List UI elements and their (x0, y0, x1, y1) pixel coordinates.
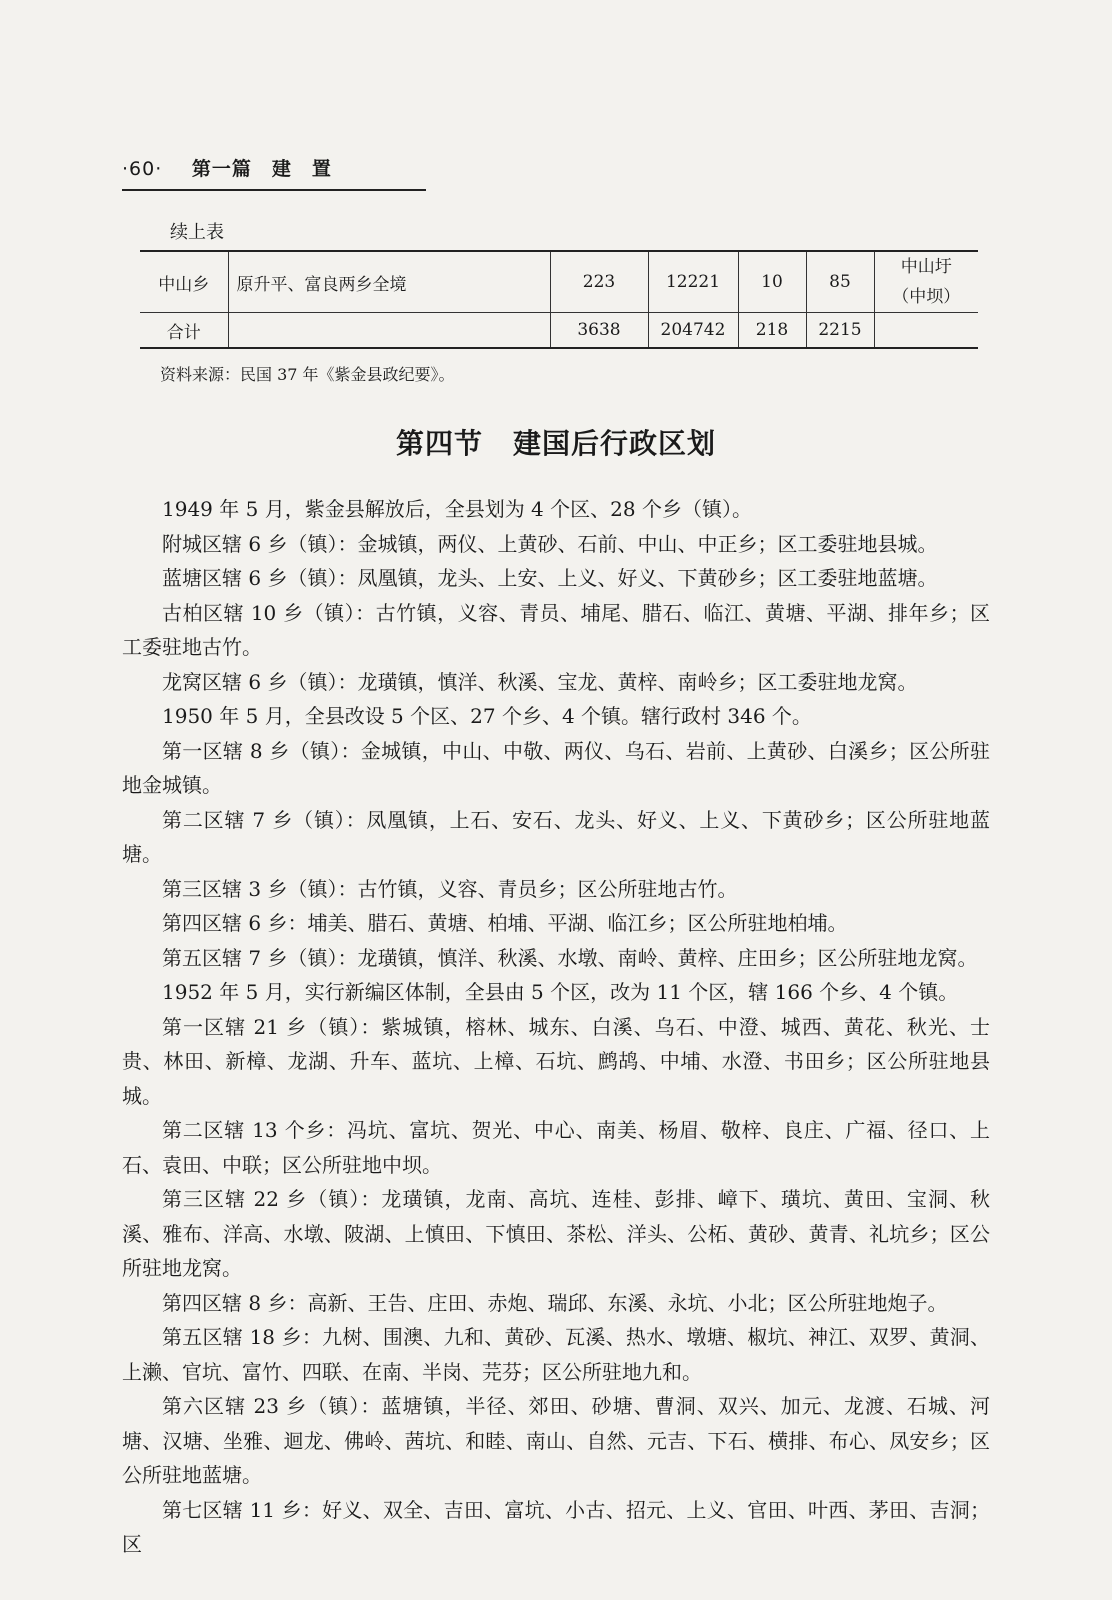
table-source-note: 资料来源：民国 37 年《紫金县政纪要》。 (160, 365, 455, 384)
table-cell-value: 204742 (648, 313, 738, 349)
table-cell-name: 合计 (140, 313, 228, 349)
paragraph: 第一区辖 21 乡（镇）：紫城镇，榕林、城东、白溪、乌石、中澄、城西、黄花、秋光、士贵、林田、新樟、龙湖、升车、蓝坑、上樟、石坑、鹧鸪、中埔、水澄、书田乡；区公所驻地县城。 (122, 1014, 990, 1108)
table-row (140, 251, 978, 313)
district-table (140, 250, 978, 349)
table-cell-value: 223 (550, 251, 648, 313)
paragraph: 第七区辖 11 乡：好义、双全、吉田、富坑、小古、招元、上义、官田、叶西、茅田、吉洞；区 (122, 1497, 990, 1556)
paragraph: 第四区辖 6 乡：埔美、腊石、黄塘、柏埔、平湖、临江乡；区公所驻地柏埔。 (162, 911, 848, 935)
paragraph: 第四区辖 8 乡：高新、王告、庄田、赤炮、瑞邱、东溪、永坑、小北；区公所驻地炮子。 (162, 1290, 948, 1315)
table-cell-seat (874, 313, 978, 349)
paragraph: 第三区辖 22 乡（镇）：龙璜镇，龙南、高坑、连桂、彭排、嶂下、璜坑、黄田、宝洞、秋溪、雅布、洋高、水墩、陂湖、上慎田、下慎田、茶松、洋头、公柘、黄砂、黄青、礼坑乡；区公所驻地龙窝。 (122, 1187, 990, 1280)
table-cell-value: 2215 (806, 313, 874, 349)
paragraph: 蓝塘区辖 6 乡（镇）：凤凰镇，龙头、上安、上义、好义、下黄砂乡；区工委驻地蓝塘。 (162, 566, 938, 590)
table-cell-value: 85 (806, 251, 874, 313)
table-cell-value: 3638 (550, 313, 648, 349)
paragraph: 古柏区辖 10 乡（镇）：古竹镇，义容、青员、埔尾、腊石、临江、黄塘、平湖、排年乡；区工委驻地古竹。 (122, 600, 990, 659)
section-number: 第四节 (395, 427, 483, 460)
seat-line: （中坝） (892, 287, 961, 307)
paragraph: 1949 年 5 月，紫金县解放后，全县划为 4 个区、28 个乡（镇）。 (162, 497, 752, 521)
paragraph: 1950 年 5 月，全县改设 5 个区、27 个乡、4 个镇。辖行政村 346 个。 (162, 704, 812, 728)
table-cell-scope (228, 313, 550, 349)
table-cell-value: 10 (738, 251, 806, 313)
paragraph: 第二区辖 7 乡（镇）：凤凰镇，上石、安石、龙头、好义、上义、下黄砂乡；区公所驻地蓝塘。 (122, 807, 990, 866)
table-cell-scope: 原升平、富良两乡全境 (228, 251, 550, 313)
paragraph: 第五区辖 18 乡：九树、围澳、九和、黄砂、瓦溪、热水、墩塘、椒坑、神江、双罗、黄洞、上濑、官坑、富竹、四联、在南、半岗、芫芬；区公所驻地九和。 (122, 1325, 990, 1384)
section-title: 建国后行政区划 (513, 427, 717, 460)
paragraph: 第一区辖 8 乡（镇）：金城镇，中山、中敬、两仪、乌石、岩前、上黄砂、白溪乡；区公所驻地金城镇。 (122, 738, 990, 797)
body-text (122, 492, 990, 1562)
paragraph: 第六区辖 23 乡（镇）：蓝塘镇，半径、郊田、砂塘、曹洞、双兴、加元、龙渡、石城、河塘、汉塘、坐雅、迴龙、佛岭、茜坑、和睦、南山、自然、元吉、下石、横排、布心、凤安乡；区公所驻地蓝塘。 (122, 1394, 990, 1487)
table-cell-value: 218 (738, 313, 806, 349)
table-cell-name: 中山乡 (140, 251, 228, 313)
part-title: 第一篇 建 置 (191, 158, 332, 180)
paragraph: 附城区辖 6 乡（镇）：金城镇，两仪、上黄砂、石前、中山、中正乡；区工委驻地县城。 (162, 531, 938, 556)
paragraph: 第五区辖 7 乡（镇）：龙璜镇，慎洋、秋溪、水墩、南岭、黄梓、庄田乡；区公所驻地龙窝。 (162, 945, 978, 970)
seat-line: 中山圩 (900, 257, 952, 277)
paragraph: 第三区辖 3 乡（镇）：古竹镇，义容、青员乡；区公所驻地古竹。 (162, 876, 738, 901)
paragraph: 1952 年 5 月，实行新编区体制，全县由 5 个区，改为 11 个区，辖 166 个乡、4 个镇。 (162, 980, 959, 1004)
table-row (140, 313, 978, 349)
table-cell-value: 12221 (648, 251, 738, 313)
section-heading (0, 422, 1112, 462)
running-header (122, 154, 426, 191)
table-continued-label: 续上表 (170, 222, 224, 243)
paragraph: 第二区辖 13 个乡：冯坑、富坑、贺光、中心、南美、杨眉、敬梓、良庄、广福、径口、上石、袁田、中联；区公所驻地中坝。 (122, 1118, 990, 1177)
table-cell-seat (874, 251, 978, 313)
paragraph: 龙窝区辖 6 乡（镇）：龙璜镇，慎洋、秋溪、宝龙、黄梓、南岭乡；区工委驻地龙窝。 (162, 669, 918, 694)
page-number: ·60· (122, 158, 163, 180)
